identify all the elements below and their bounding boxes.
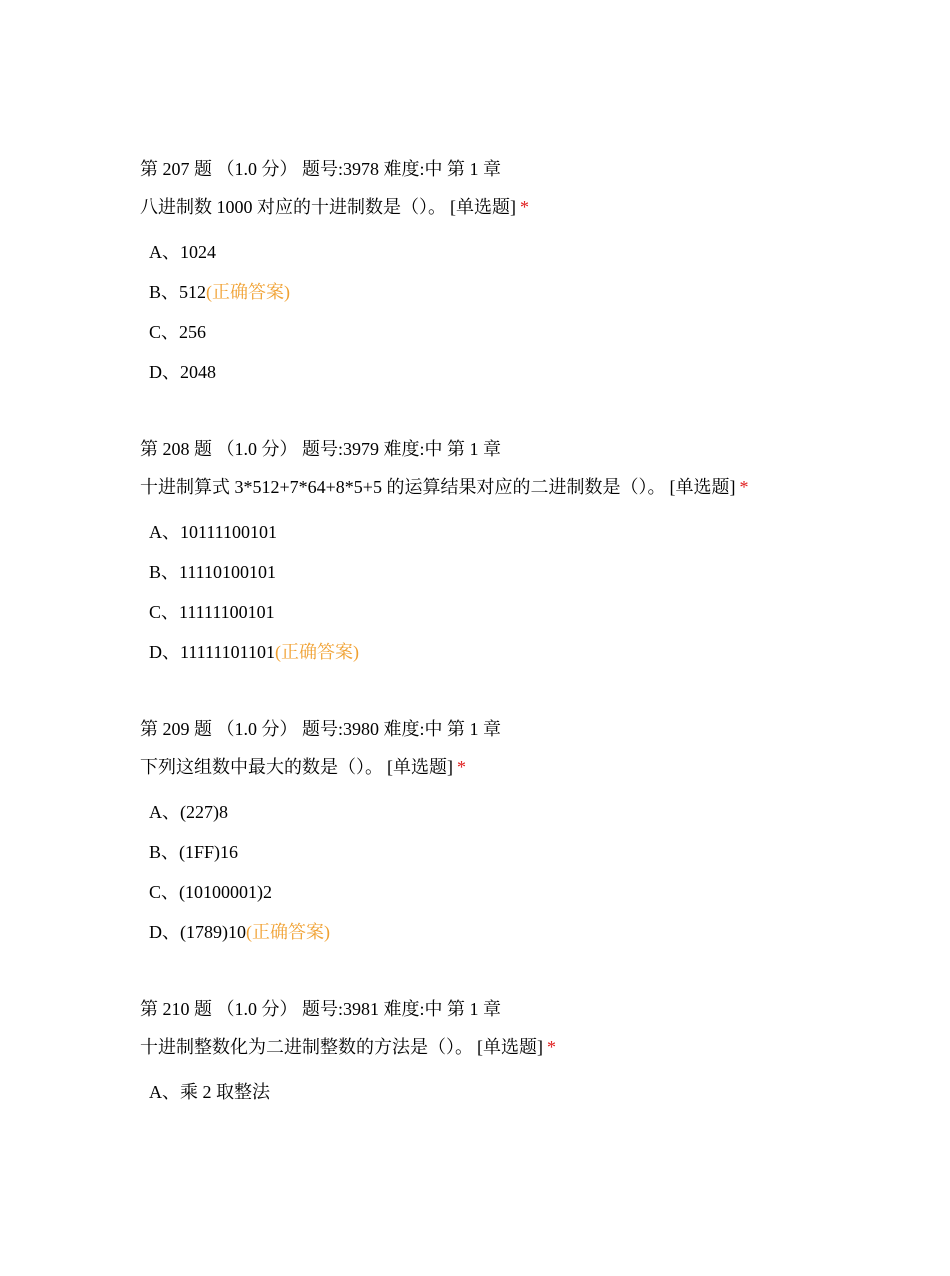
option-text: A、(227)8: [149, 802, 228, 822]
option-text: D、2048: [149, 362, 216, 382]
required-asterisk: *: [739, 477, 749, 497]
option-c: [149, 879, 330, 919]
question-type: [单选题]: [450, 197, 516, 217]
option-text: D、(1789)10: [149, 922, 246, 942]
correct-answer-mark: (正确答案): [246, 922, 330, 942]
option-d: [149, 359, 290, 399]
question-header: 第 207 题 （1.0 分） 题号:3978 难度:中 第 1 章: [140, 159, 502, 179]
option-a: [149, 239, 290, 279]
required-asterisk: *: [547, 1037, 556, 1057]
question-210: [140, 996, 920, 1276]
question-text-line: [140, 194, 529, 220]
required-asterisk: *: [457, 757, 466, 777]
option-a: [149, 1079, 270, 1119]
option-a: [149, 519, 359, 559]
question-209: [140, 716, 920, 996]
option-list: [149, 1079, 270, 1119]
question-type: [单选题]: [387, 757, 453, 777]
quiz-document: [140, 156, 920, 1276]
question-header: 第 208 题 （1.0 分） 题号:3979 难度:中 第 1 章: [140, 439, 502, 459]
option-text: C、11111100101: [149, 602, 275, 622]
option-text: B、(1FF)16: [149, 842, 239, 862]
option-list: [149, 519, 359, 679]
option-text: C、(10100001)2: [149, 882, 272, 902]
option-text: A、乘 2 取整法: [149, 1082, 270, 1102]
option-b: [149, 559, 359, 599]
option-text: C、256: [149, 322, 207, 342]
option-d: [149, 919, 330, 959]
option-list: [149, 239, 290, 399]
question-207: [140, 156, 920, 436]
question-text: 十进制整数化为二进制整数的方法是（）。: [140, 1037, 473, 1057]
option-b: [149, 279, 290, 319]
question-header: 第 210 题 （1.0 分） 题号:3981 难度:中 第 1 章: [140, 999, 502, 1019]
correct-answer-mark: (正确答案): [275, 642, 359, 662]
option-text: B、512: [149, 282, 207, 302]
question-text: 下列这组数中最大的数是（）。: [140, 757, 383, 777]
correct-answer-mark: (正确答案): [206, 282, 291, 302]
question-type: [单选题]: [477, 1037, 543, 1057]
option-c: [149, 599, 359, 639]
question-type: [单选题]: [669, 477, 736, 497]
question-text: 八进制数 1000 对应的十进制数是（）。: [140, 197, 446, 217]
option-text: D、11111101101: [149, 642, 275, 662]
option-text: A、1024: [149, 242, 216, 262]
option-c: [149, 319, 290, 359]
option-text: B、11110100101: [149, 562, 277, 582]
option-text: A、10111100101: [149, 522, 277, 542]
question-text-line: [140, 1034, 556, 1060]
question-text-line: [140, 474, 748, 500]
option-d: [149, 639, 359, 679]
question-text-line: [140, 754, 466, 780]
option-list: [149, 799, 330, 959]
option-a: [149, 799, 330, 839]
option-b: [149, 839, 330, 879]
question-header: 第 209 题 （1.0 分） 题号:3980 难度:中 第 1 章: [140, 719, 502, 739]
question-text: 十进制算式 3*512+7*64+8*5+5 的运算结果对应的二进制数是（）。: [140, 477, 666, 497]
required-asterisk: *: [520, 197, 529, 217]
question-208: [140, 436, 920, 716]
